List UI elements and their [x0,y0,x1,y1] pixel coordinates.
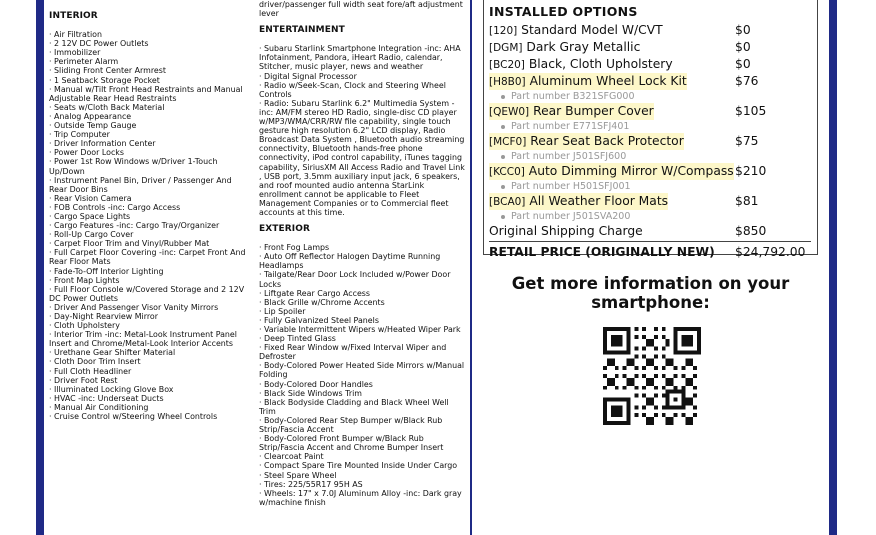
option-label [489,103,654,120]
retail-price-value: $24,792.00 [735,245,806,259]
feature-item: · Black Side Windows Trim [259,388,362,398]
option-label [489,22,663,39]
feature-item: · Illuminated Locking Glove Box [49,384,174,394]
feature-item: · Power Door Locks [49,148,124,158]
part-number-text: Part number J501SFJ600 [511,151,627,162]
feature-item: · Seats w/Cloth Back Material [49,102,165,112]
feature-item: · Liftgate Rear Cargo Access [259,288,371,298]
feature-item: · Power 1st Row Windows w/Driver 1-Touch Up/Down [49,157,218,176]
shipping-label: Original Shipping Charge [489,224,643,238]
option-row [489,193,811,210]
feature-item: · Trip Computer [49,130,110,140]
feature-item: · Body-Colored Door Handles [259,379,373,389]
interior-feature-list [49,30,249,421]
feature-item: · Steel Spare Wheel [259,470,337,480]
option-code: [H8B0] [489,76,526,88]
feature-item: · Subaru Starlink Smartphone Integration -inc: AHA Infotainment, Pandora, iHeart Radio, calendar, Stitcher, music player, news and weather [259,44,461,72]
option-code: [BCA0] [489,196,526,208]
feature-item: · Black Grille w/Chrome Accents [259,297,385,307]
feature-item: · Radio w/Seek-Scan, Clock and Steering Wheel Controls [259,80,446,99]
option-code: [QEW0] [489,106,530,118]
installed-options-box [483,0,818,259]
entertainment-exterior-column [259,0,467,507]
option-price: $81 [735,194,759,208]
bullet-icon [501,215,505,219]
feature-item: · Rear Vision Camera [49,193,132,203]
feature-item: · 2 12V DC Power Outlets [49,39,149,49]
entertainment-feature-list [259,44,467,217]
interior-column [49,0,249,421]
feature-item: · Air Filtration [49,30,102,40]
option-row [489,39,811,56]
option-price: $0 [735,57,751,71]
option-label [489,193,668,210]
option-code: [DGM] [489,42,523,54]
feature-item: · 1 Seatback Storage Pocket [49,75,160,85]
entertainment-heading: ENTERTAINMENT [259,25,345,36]
option-name: Rear Bumper Cover [533,104,654,118]
option-name: Rear Seat Back Protector [530,134,684,148]
feature-item: · Manual w/Tilt Front Head Restraints and Manual Adjustable Rear Head Restraints [49,84,243,103]
option-name: Aluminum Wheel Lock Kit [529,74,687,88]
option-price: $76 [735,74,759,88]
feature-item: · Digital Signal Processor [259,71,357,81]
feature-item: · Cargo Space Lights [49,211,131,221]
shipping-price: $850 [735,224,767,238]
feature-item: · Instrument Panel Bin, Driver / Passenger And Rear Door Bins [49,175,232,194]
feature-item: · Full Cloth Headliner [49,366,132,376]
feature-item: · Day-Night Rearview Mirror [49,312,158,321]
option-name: Auto Dimming Mirror W/Compass [528,164,734,178]
option-row [489,73,811,90]
option-code: [MCF0] [489,136,527,148]
feature-item: · FOB Controls -inc: Cargo Access [49,202,181,212]
option-price: $0 [735,40,751,54]
feature-item: · Compact Spare Tire Mounted Inside Under Cargo [259,461,458,471]
options-list [489,22,811,223]
part-number-text: Part number E771SFJ401 [511,121,630,132]
bullet-icon [501,125,505,129]
bullet-icon [501,95,505,99]
option-price: $75 [735,134,759,148]
option-price: $105 [735,104,767,118]
feature-item: · Fixed Rear Window w/Fixed Interval Wiper and Defroster [259,343,447,362]
bullet-icon [501,185,505,189]
option-name: Black, Cloth Upholstery [528,57,673,71]
installed-options-heading: INSTALLED OPTIONS [489,4,638,19]
option-name: All Weather Floor Mats [529,194,669,208]
feature-item: · Radio: Subaru Starlink 6.2" Multimedia System -inc: AM/FM stereo HD Radio, single-disc CD player w/MP3/WMA/CRR/RW file capability, single touch gesture high resolution 6.2" LCD display, Radio Broadcast Data System , Bluetooth audio streaming connectivity, Bluetooth hands-free phone connectivity, iPod control capability, iTunes tagging capability, SiriusXM All Access Radio and Travel Link , USB port, 3.5mm auxiliary input jack, 6 speakers, and roof mounted audio antenna StarLink enrollment cannot be applicable to Fleet Management Companies or to Commercial fleet accounts at this time. [259,98,465,217]
feature-item: · Full Carpet Floor Covering -inc: Carpet Front And Rear Floor Mats [49,248,246,267]
feature-item: · Front Map Lights [49,275,120,285]
feature-item: · Clearcoat Paint [259,452,324,462]
feature-item: · Full Floor Console w/Covered Storage and 2 12V DC Power Outlets [49,284,245,303]
feature-item: · Analog Appearance [49,111,132,121]
feature-item: · Driver Foot Rest [49,375,118,385]
feature-item: · HVAC -inc: Underseat Ducts [49,393,164,403]
feature-item: · Fully Galvanized Steel Panels [259,315,379,325]
feature-item: · Perimeter Alarm [49,57,119,67]
feature-item: · Wheels: 17" x 7.0J Aluminum Alloy -inc: Dark gray w/machine finish [259,488,462,507]
part-number [489,120,811,133]
feature-item: · Cargo Features -inc: Cargo Tray/Organizer [49,221,220,231]
feature-item: · Black Bodyside Cladding and Black Wheel Well Trim [259,397,449,416]
feature-item: · Cloth Upholstery [49,321,120,331]
left-frame-border [36,0,44,535]
feature-item: · Urethane Gear Shifter Material [49,348,176,358]
option-name: Dark Gray Metallic [526,40,641,54]
option-row [489,103,811,120]
option-price: $0 [735,23,751,37]
feature-item: · Carpet Floor Trim and Vinyl/Rubber Mat [49,239,210,249]
option-row [489,163,811,180]
part-number [489,180,811,193]
option-label [489,163,734,180]
feature-item: · Front Fog Lamps [259,243,330,253]
feature-item: · Manual Air Conditioning [49,402,149,412]
option-row [489,22,811,39]
feature-item: · Roll-Up Cargo Cover [49,230,134,240]
feature-item: · Sliding Front Center Armrest [49,66,166,76]
option-label [489,73,687,90]
retail-price-label: RETAIL PRICE (ORIGINALLY NEW) [489,245,715,259]
feature-item: · Fade-To-Off Interior Lighting [49,266,164,276]
feature-item: · Body-Colored Front Bumper w/Black Rub Strip/Fascia Accent and Chrome Bumper Insert [259,434,444,453]
feature-item: · Lip Spoiler [259,306,306,316]
feature-item: · Deep Tinted Glass [259,334,336,344]
feature-item: · Outside Temp Gauge [49,121,137,131]
cut-off-text [49,0,249,9]
feature-item: · Cruise Control w/Steering Wheel Controls [49,412,218,422]
part-number [489,210,811,223]
option-code: [120] [489,25,518,37]
right-frame-border [829,0,837,535]
option-price: $210 [735,164,767,178]
option-label [489,133,684,150]
column-divider [470,0,472,535]
part-number [489,150,811,163]
option-label [489,39,640,56]
option-name: Standard Model W/CVT [521,23,663,37]
continued-seat-text: driver/passenger full width seat fore/aft adjustment lever [259,0,463,19]
option-label [489,56,673,73]
feature-item: · Driver Information Center [49,139,156,149]
feature-item: · Variable Intermittent Wipers w/Heated Wiper Park [259,325,461,334]
feature-item: · Tailgate/Rear Door Lock Included w/Power Door Locks [259,270,451,289]
option-code: [BC20] [489,59,525,71]
feature-item: · Body-Colored Rear Step Bumper w/Black Rub Strip/Fascia Accent [259,415,443,435]
feature-item: · Body-Colored Power Heated Side Mirrors w/Manual Folding [259,361,465,380]
option-row [489,56,811,73]
exterior-heading: EXTERIOR [259,224,311,235]
feature-item: · Auto Off Reflector Halogen Daytime Running Headlamps [259,252,441,271]
feature-item: · Interior Trim -inc: Metal-Look Instrument Panel Insert and Chrome/Metal-Look Interior Accents [49,330,237,349]
exterior-feature-list [259,243,467,507]
option-row [489,133,811,150]
part-number-text: Part number J501SVA200 [511,211,631,222]
retail-price-row [489,241,811,260]
interior-heading: INTERIOR [49,11,98,21]
feature-item: · Tires: 225/55R17 95H AS [259,479,363,489]
part-number-text: Part number B321SFG000 [511,91,635,102]
more-info-heading: Get more information on your smartphone: [511,274,790,312]
option-code: [KCC0] [489,166,525,178]
bullet-icon [501,155,505,159]
part-number [489,90,811,103]
qr-code-icon[interactable] [603,327,701,425]
part-number-text: Part number H501SFJ001 [511,181,631,192]
feature-item: · Immobilizer [49,48,101,58]
feature-item: · Cloth Door Trim Insert [49,357,141,367]
shipping-row [489,223,811,239]
feature-item: · Driver And Passenger Visor Vanity Mirrors [49,302,219,312]
